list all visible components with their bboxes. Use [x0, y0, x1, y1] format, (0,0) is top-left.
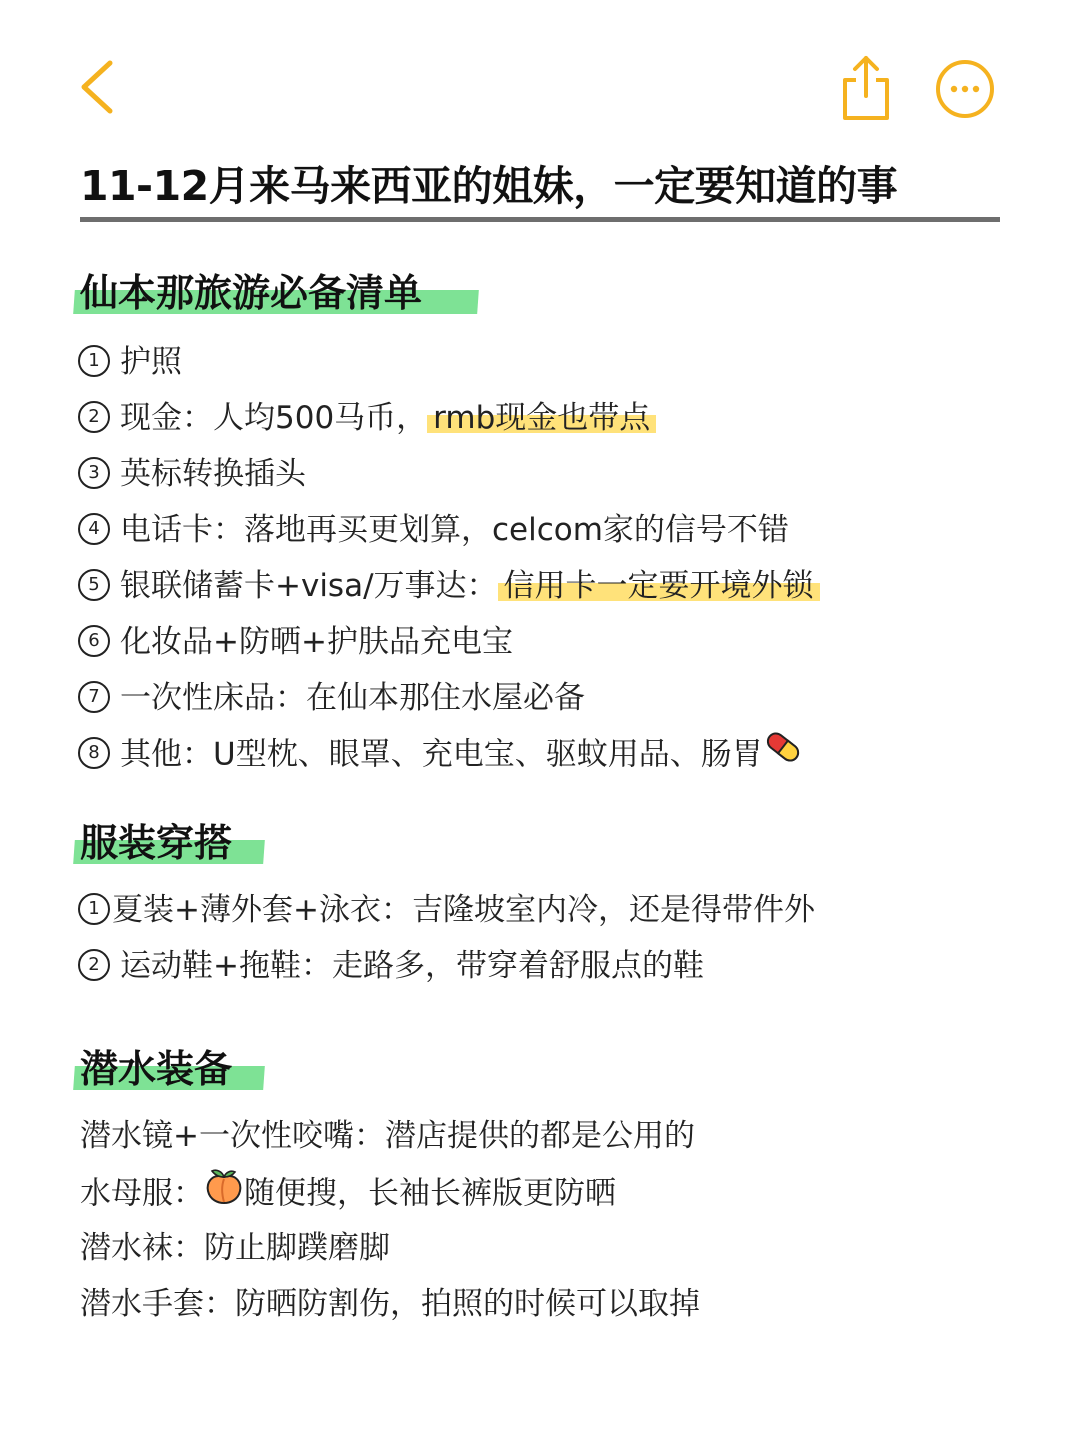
list-item-text: 电话卡：落地再买更划算，celcom家的信号不错: [120, 512, 789, 548]
list-item: [78, 508, 789, 552]
list-item: [78, 944, 704, 988]
circled-number: 8: [78, 737, 110, 769]
page-title: 11-12月来马来西亚的姐妹，一定要知道的事: [80, 162, 898, 210]
list-item-text: 水母服：: [80, 1175, 204, 1212]
list-item-text: 运动鞋+拖鞋：走路多，带穿着舒服点的鞋: [120, 948, 704, 984]
section-heading-outfits: 服装穿搭: [80, 821, 233, 865]
list-item: [80, 1226, 390, 1270]
list-item: [78, 564, 820, 608]
circled-number: 6: [78, 625, 110, 657]
share-button[interactable]: [836, 52, 896, 122]
list-item-text: 其他：U型枕、眼罩、充电宝、驱蚊用品、肠胃: [120, 736, 763, 773]
section-heading-diving-gear: 潜水装备: [80, 1047, 233, 1091]
circled-number: 7: [78, 681, 110, 713]
list-item-text: 化妆品+防晒+护肤品充电宝: [120, 624, 513, 660]
circled-number: 2: [78, 401, 110, 433]
circled-number: 1: [78, 893, 110, 925]
more-icon: [934, 58, 996, 120]
list-item-text: 一次性床品：在仙本那住水屋必备: [120, 680, 585, 716]
share-icon: [836, 52, 896, 122]
list-item-text: 现金：人均500马币，: [120, 400, 428, 436]
list-item: [78, 676, 585, 720]
circled-number: 4: [78, 513, 110, 545]
highlighted-text: rmb现金也带点: [427, 400, 656, 436]
highlighted-text: 信用卡一定要开境外锁: [498, 568, 820, 604]
chevron-left-icon: [70, 55, 130, 119]
list-item: [78, 620, 513, 664]
circled-number: 3: [78, 457, 110, 489]
list-item-text: 夏装+薄外套+泳衣：吉隆坡室内冷，还是得带件外: [112, 892, 815, 928]
list-item: [80, 1282, 700, 1326]
list-item: [80, 1170, 616, 1214]
circled-number: 5: [78, 569, 110, 601]
list-item-text: 潜水袜：防止脚蹼磨脚: [80, 1230, 390, 1266]
section-heading-packing-list: 仙本那旅游必备清单: [80, 271, 423, 315]
list-item: [80, 1114, 695, 1158]
circled-number: 1: [78, 345, 110, 377]
list-item-text: 潜水手套：防晒防割伤，拍照的时候可以取掉: [80, 1286, 700, 1322]
list-item: [78, 452, 306, 496]
list-item: [78, 888, 815, 932]
list-item: [78, 396, 656, 440]
title-divider: [80, 217, 1000, 222]
list-item: [78, 340, 182, 384]
list-item-text: 英标转换插头: [120, 456, 306, 492]
list-item-text: 潜水镜+一次性咬嘴：潜店提供的都是公用的: [80, 1118, 695, 1154]
circled-number: 2: [78, 949, 110, 981]
peach-icon: [204, 1167, 244, 1217]
more-options-button[interactable]: [934, 58, 996, 120]
back-button[interactable]: [70, 55, 130, 119]
pill-icon: [763, 729, 803, 777]
list-item-text: 护照: [120, 344, 182, 380]
list-item-text: 银联储蓄卡+visa/万事达：: [120, 568, 498, 604]
top-bar: [0, 0, 1080, 150]
list-item: [78, 732, 803, 776]
list-item-text: 随便搜，长袖长裤版更防晒: [244, 1175, 616, 1212]
